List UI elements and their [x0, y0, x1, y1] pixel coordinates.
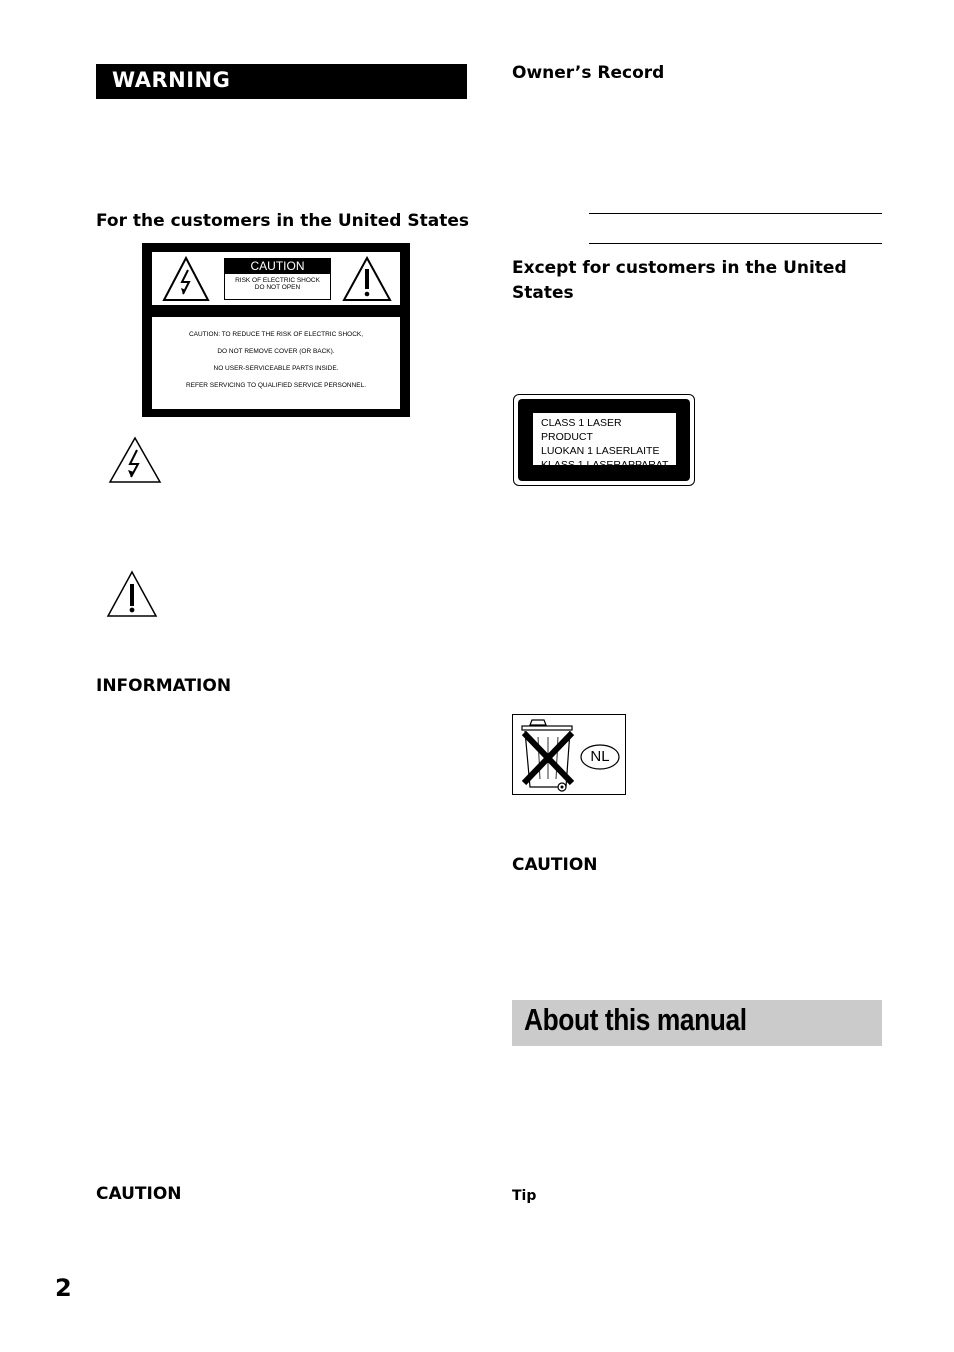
caution-label-bottom-panel — [152, 317, 400, 409]
lightning-triangle-icon — [108, 436, 162, 484]
laser-line-2: LUOKAN 1 LASERLAITE — [541, 445, 660, 457]
except-us-heading-line1: Except for customers in the United — [512, 258, 847, 278]
caution-line-1: CAUTION: TO REDUCE THE RISK OF ELECTRIC SHOCK, — [188, 331, 364, 338]
caution-box-sub1: RISK OF ELECTRIC SHOCK — [235, 277, 320, 284]
record-line-serial — [589, 243, 882, 244]
caution-line-4: REFER SERVICING TO QUALIFIED SERVICE PERSONNEL. — [185, 382, 367, 389]
caution-line-2: DO NOT REMOVE COVER (OR BACK). — [217, 348, 335, 355]
laser-label-text — [533, 413, 676, 471]
owners-record-heading: Owner’s Record — [512, 63, 665, 83]
exclamation-triangle-icon — [342, 256, 392, 302]
warning-heading-bar — [96, 64, 467, 99]
region-code: NL — [590, 748, 610, 765]
laser-line-3: KLASS 1 LASERAPPARAT — [541, 459, 669, 471]
warning-heading: WARNING — [112, 68, 231, 92]
caution-box-title: CAUTION — [225, 259, 330, 274]
battery-disposal-mark — [512, 714, 626, 795]
about-manual-heading: About this manual — [524, 1002, 747, 1037]
information-heading: INFORMATION — [96, 676, 232, 696]
caution-label — [142, 243, 410, 417]
laser-product-label — [513, 394, 695, 486]
laser-line-1: CLASS 1 LASER PRODUCT — [541, 417, 622, 443]
caution-line-3: NO USER-SERVICEABLE PARTS INSIDE. — [213, 365, 339, 372]
caution-left-heading: CAUTION — [96, 1184, 182, 1204]
tip-heading: Tip — [512, 1188, 537, 1204]
us-customers-heading: For the customers in the United States — [96, 211, 469, 231]
exclamation-triangle-icon-large — [106, 570, 158, 618]
electric-shock-triangle-icon — [162, 256, 210, 302]
crossed-bin-icon — [516, 717, 582, 793]
caution-right-heading: CAUTION — [512, 855, 598, 875]
caution-box — [224, 258, 331, 300]
caution-label-top-panel — [152, 252, 400, 305]
caution-box-sub2: DO NOT OPEN — [254, 284, 301, 291]
page-number: 2 — [55, 1274, 72, 1302]
laser-label-frame — [518, 399, 690, 481]
except-us-heading-line2: States — [512, 283, 574, 303]
record-line-model — [589, 213, 882, 214]
about-manual-heading-bar — [512, 1000, 882, 1046]
